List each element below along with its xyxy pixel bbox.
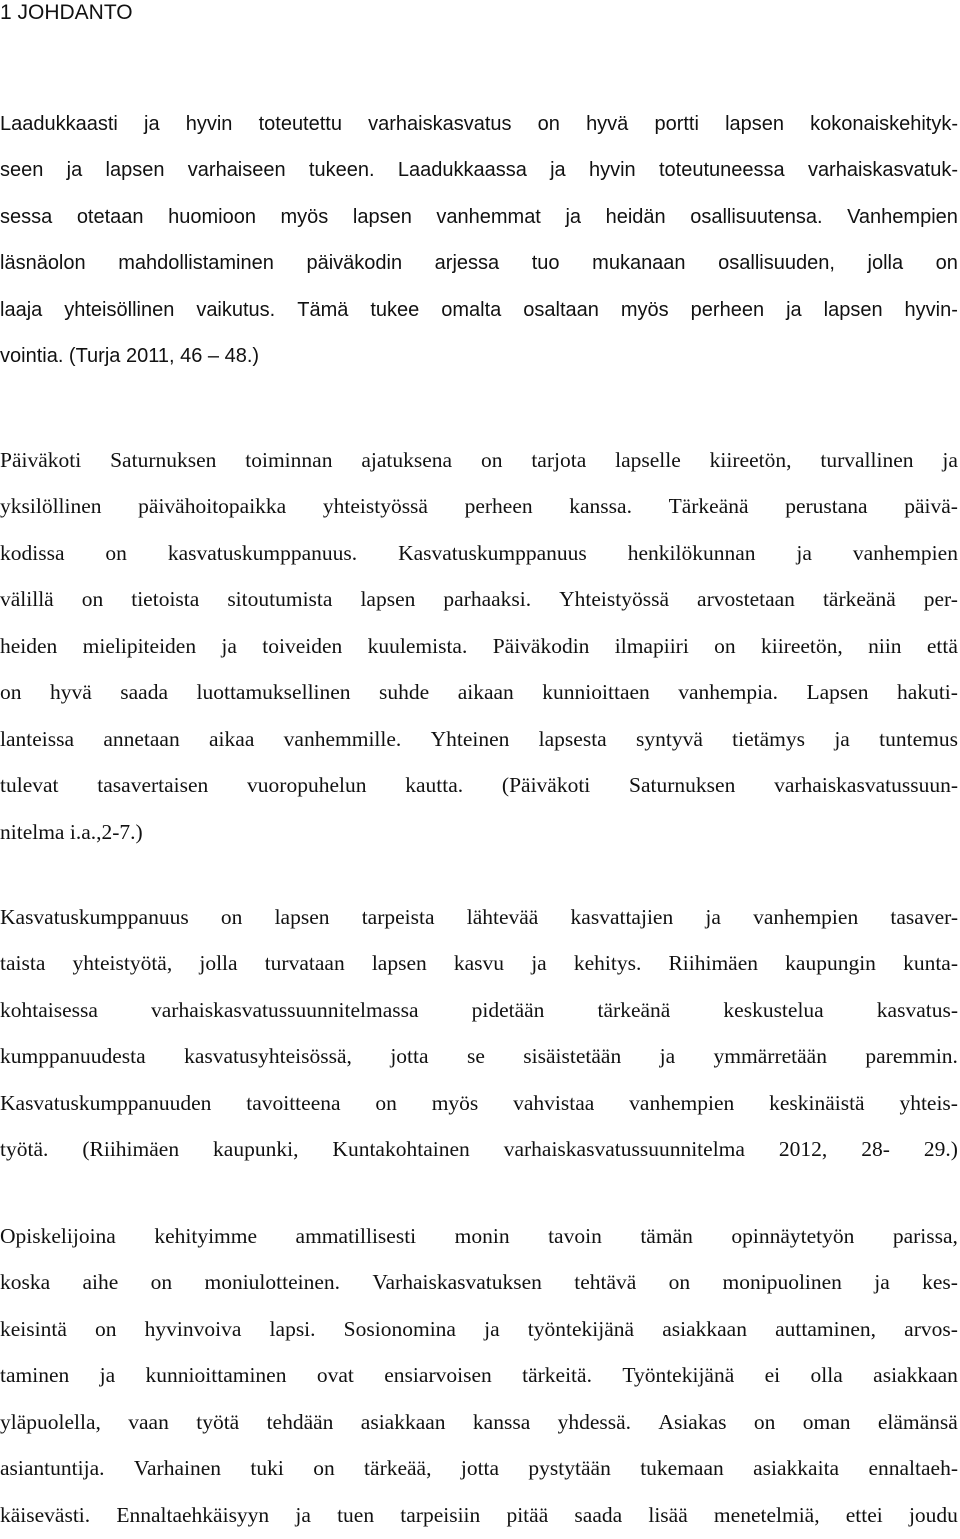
paragraph-2 (0, 437, 958, 856)
text-line: Opiskelijoina kehityimme ammatillisesti monin tavoin tämän opinnäytetyön parissa, (0, 1223, 958, 1248)
text-line: läsnäolon mahdollistaminen päiväkodin arjessa tuo mukanaan osallisuuden, jolla on (0, 252, 958, 275)
text-line: taista yhteistyötä, jolla turvataan lapsen kasvu ja kehitys. Riihimäen kaupungin kunta- (0, 951, 958, 976)
text-line: Laadukkaasti ja hyvin toteutettu varhaiskasvatus on hyvä portti lapsen kokonaiskehityk- (0, 112, 958, 135)
text-line: tulevat tasavertaisen vuoropuhelun kautta. (Päiväkoti Saturnuksen varhaiskasvatussuun- (0, 773, 958, 798)
text-line: Kasvatuskumppanuuden tavoitteena on myös vahvistaa vanhempien keskinäistä yhteis- (0, 1090, 958, 1115)
text-line: kodissa on kasvatuskumppanuus. Kasvatuskumppanuus henkilökunnan ja vanhempien (0, 540, 958, 565)
text-line: välillä on tietoista sitoutumista lapsen parhaaksi. Yhteistyössä arvostetaan tärkeänä per- (0, 587, 958, 612)
text-line: taminen ja kunnioittaminen ovat ensiarvoisen tärkeitä. Työntekijänä ei olla asiakkaan (0, 1363, 958, 1388)
text-line: vointia. (Turja 2011, 46 – 48.) (0, 345, 260, 368)
text-line: käisevästi. Ennaltaehkäisyyn ja tuen tarpeisiin pitää saada lisää menetelmiä, ettei joudu (0, 1502, 958, 1527)
text-line: kohtaisessa varhaiskasvatussuunnitelmassa pidetään tärkeänä keskustelua kasvatus- (0, 997, 958, 1022)
text-line: kumppanuudesta kasvatusyhteisössä, jotta se sisäistetään ja ymmärretään paremmin. (0, 1044, 958, 1069)
text-line: koska aihe on moniulotteinen. Varhaiskasvatuksen tehtävä on monipuolinen ja kes- (0, 1270, 958, 1295)
paragraph-3 (0, 894, 958, 1173)
text-line: nitelma i.a.,2-7.) (0, 819, 143, 844)
text-line: seen ja lapsen varhaiseen tukeen. Laadukkaassa ja hyvin toteutuneessa varhaiskasvatuk- (0, 159, 958, 182)
text-line: keisintä on hyvinvoiva lapsi. Sosionomina ja työntekijänä asiakkaan auttaminen, arvos- (0, 1316, 958, 1341)
text-line: Päiväkoti Saturnuksen toiminnan ajatuksena on tarjota lapselle kiireetön, turvallinen ja (0, 447, 958, 472)
text-line: työtä. (Riihimäen kaupunki, Kuntakohtainen varhaiskasvatussuunnitelma 2012, 28- 29.) (0, 1137, 958, 1162)
chapter-heading: 1 JOHDANTO (0, 1, 133, 24)
text-line: laaja yhteisöllinen vaikutus. Tämä tukee omalta osaltaan myös perheen ja lapsen hyvin- (0, 298, 958, 321)
paragraph-4 (0, 1213, 958, 1539)
paragraph-1 (0, 101, 958, 380)
text-line: on hyvä saada luottamuksellinen suhde aikaan kunnioittaen vanhempia. Lapsen hakuti- (0, 680, 958, 705)
text-line: yksilöllinen päivähoitopaikka yhteistyössä perheen kanssa. Tärkeänä perustana päivä- (0, 494, 958, 519)
text-line: Kasvatuskumppanuus on lapsen tarpeista lähtevää kasvattajien ja vanhempien tasaver- (0, 904, 958, 929)
text-line: yläpuolella, vaan työtä tehdään asiakkaan kanssa yhdessä. Asiakas on oman elämänsä (0, 1409, 958, 1434)
text-line: lanteissa annetaan aikaa vanhemmille. Yhteinen lapsesta syntyvä tietämys ja tuntemus (0, 726, 958, 751)
text-line: asiantuntija. Varhainen tuki on tärkeää, jotta pystytään tukemaan asiakkaita ennaltaeh- (0, 1456, 958, 1481)
text-line: sessa otetaan huomioon myös lapsen vanhemmat ja heidän osallisuutensa. Vanhempien (0, 205, 958, 228)
text-line: heiden mielipiteiden ja toiveiden kuulemista. Päiväkodin ilmapiiri on kiireetön, niin että (0, 633, 958, 658)
